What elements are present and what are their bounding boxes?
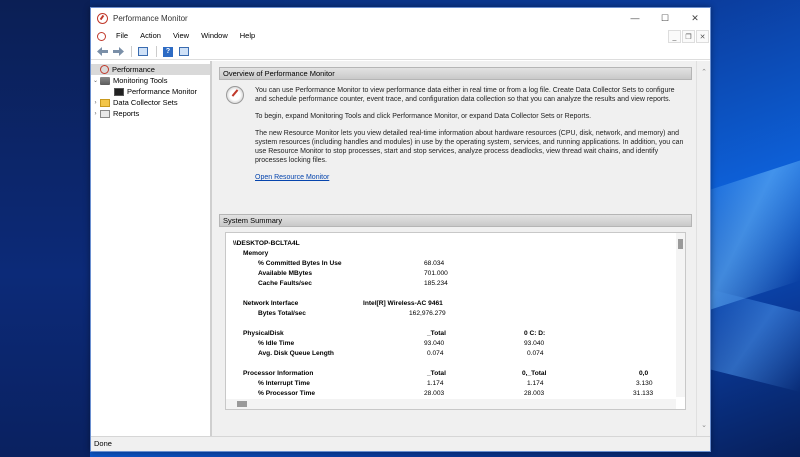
console-tree-icon[interactable]	[136, 45, 150, 58]
back-arrow-icon[interactable]	[95, 45, 109, 58]
scrollbar-thumb[interactable]	[678, 239, 683, 249]
open-resource-monitor-link[interactable]: Open Resource Monitor	[255, 174, 330, 181]
window-title: Performance Monitor	[113, 13, 188, 23]
overview-paragraph: To begin, expand Monitoring Tools and click Performance Monitor, or expand Data Collector Sets or Reports.	[255, 113, 592, 120]
performance-monitor-window	[90, 7, 711, 452]
performance-monitor-icon	[114, 88, 124, 96]
maximize-button[interactable]: ☐	[660, 13, 670, 23]
performance-gauge-icon	[226, 86, 244, 104]
menu-view[interactable]: View	[172, 31, 190, 40]
mmc-system-menu-icon[interactable]	[97, 32, 106, 41]
main-pane	[212, 61, 710, 436]
properties-icon[interactable]	[177, 45, 191, 58]
toolbar-separator	[156, 46, 157, 57]
tree-item-reports[interactable]: › Reports	[91, 108, 210, 119]
menu-file[interactable]: File	[116, 31, 129, 40]
mdi-controls	[668, 30, 710, 43]
desktop-background-left	[0, 0, 90, 457]
mdi-minimize-button[interactable]: _	[668, 30, 681, 43]
expand-arrow-icon[interactable]: ⌄	[92, 78, 99, 84]
close-button[interactable]: ✕	[691, 13, 699, 23]
reports-icon	[100, 110, 110, 118]
system-summary-header[interactable]: System Summary	[219, 214, 692, 227]
overview-paragraph: You can use Performance Monitor to view performance data either in real time or from a log file. Create Data Collector Sets to configure and schedule performance counter, event trace, and configuration data collection so that you can analyze the results and view reports.	[255, 87, 675, 103]
tree-item-performance-monitor[interactable]: Performance Monitor	[91, 86, 210, 97]
mdi-close-button[interactable]: ✕	[696, 30, 709, 43]
system-summary-panel: \\DESKTOP-BCLTA4L Memory % Committed Bytes In Use 68.034 Available MBytes 701.000 Cache Faults/sec 185.234 Network Interface Intel[R] Wireless-AC 9461 Bytes Total/sec 162,976.279 PhysicalDisk _Total 0 C: D: % Idle Time 93.040 93.040 Avg. Disk Queue Length 0.074 0.074 Processor Information _Total 0,_Total 0,0 % Interrupt Time 1.174 1.174 3.130 % Processor Time 28.003 28.003 31.133	[225, 232, 686, 410]
menu-help[interactable]: Help	[239, 31, 256, 40]
title-bar[interactable]	[91, 8, 710, 28]
tree-item-data-collector-sets[interactable]: › Data Collector Sets	[91, 97, 210, 108]
forward-arrow-icon[interactable]	[111, 45, 125, 58]
menu-window[interactable]: Window	[201, 31, 228, 40]
desktop-light-beam	[705, 288, 800, 392]
monitoring-tools-icon	[100, 77, 110, 85]
overview-section	[219, 67, 692, 188]
memory-title: Memory	[243, 250, 269, 257]
window-controls	[620, 8, 710, 28]
summary-horizontal-scrollbar[interactable]	[226, 399, 676, 409]
status-bar: Done	[91, 436, 710, 451]
overview-body	[219, 80, 692, 188]
collapse-arrow-icon[interactable]: ›	[94, 110, 97, 117]
scroll-up-arrow-icon[interactable]: ⌃	[701, 69, 707, 76]
content-area	[91, 61, 710, 436]
performance-monitor-app-icon[interactable]	[97, 13, 108, 24]
tree-item-monitoring-tools[interactable]: ⌄ Monitoring Tools	[92, 76, 168, 85]
overview-header[interactable]: Overview of Performance Monitor	[219, 67, 692, 80]
computer-name: \\DESKTOP-BCLTA4L	[233, 240, 300, 247]
performance-icon	[100, 65, 109, 74]
main-vertical-scrollbar[interactable]	[696, 61, 710, 436]
scrollbar-thumb[interactable]	[237, 401, 247, 407]
toolbar-separator	[131, 46, 132, 57]
menu-bar	[91, 28, 710, 44]
minimize-button[interactable]: —	[630, 13, 640, 23]
scroll-down-arrow-icon[interactable]: ⌄	[701, 422, 707, 429]
overview-paragraph: The new Resource Monitor lets you view detailed real-time information about hardware resources (CPU, disk, network, and memory) and system resources (including handles and modules) in use by the operating system, services, and running applications. In addition, you can use Resource Monitor to stop processes, start and stop services, analyze process deadlocks, view thread wait chains, and identify processes locking files.	[255, 130, 684, 164]
menu-action[interactable]: Action	[140, 31, 161, 40]
help-icon[interactable]: ?	[161, 45, 175, 58]
data-collector-sets-icon	[100, 99, 110, 107]
navigation-tree	[91, 61, 212, 436]
summary-vertical-scrollbar[interactable]	[676, 233, 685, 397]
mdi-restore-button[interactable]: ❐	[682, 30, 695, 43]
toolbar	[91, 44, 710, 60]
collapse-arrow-icon[interactable]: ›	[94, 99, 97, 106]
system-summary-section	[219, 214, 692, 428]
tree-item-performance[interactable]: Performance	[91, 64, 210, 75]
